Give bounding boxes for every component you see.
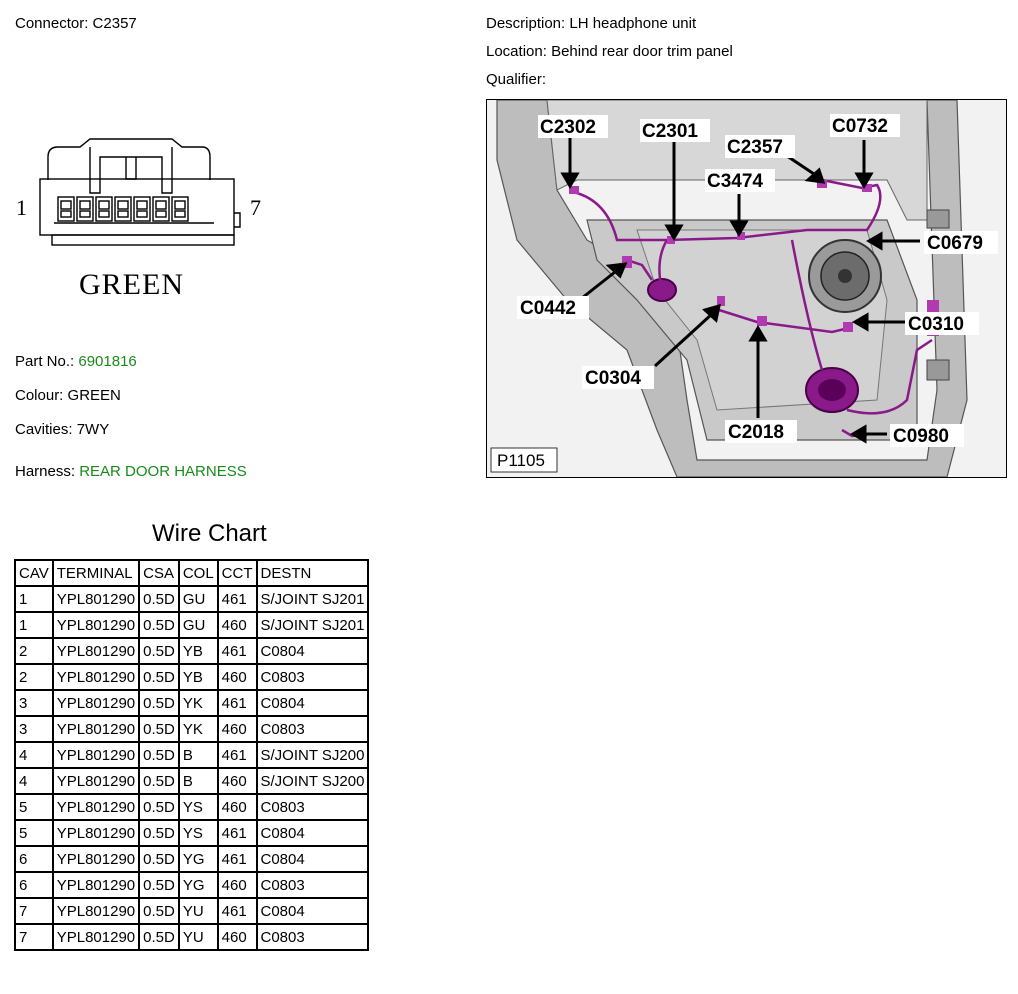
cell-destn: C0804 bbox=[257, 638, 369, 664]
image-ref-label: P1105 bbox=[497, 451, 545, 470]
cell-col: YS bbox=[179, 794, 218, 820]
col-terminal: TERMINAL bbox=[53, 560, 139, 586]
cell-destn: S/JOINT SJ201 bbox=[257, 586, 369, 612]
colour-line bbox=[15, 387, 121, 404]
cell-cav: 4 bbox=[15, 768, 53, 794]
table-row bbox=[15, 768, 368, 794]
description-value: LH headphone unit bbox=[569, 15, 697, 32]
cell-col: YS bbox=[179, 820, 218, 846]
table-row bbox=[15, 794, 368, 820]
cell-cct: 461 bbox=[218, 898, 257, 924]
cell-terminal: YPL801290 bbox=[53, 664, 139, 690]
table-row bbox=[15, 846, 368, 872]
cell-destn: C0803 bbox=[257, 924, 369, 950]
cell-csa: 0.5D bbox=[139, 872, 179, 898]
cell-cav: 1 bbox=[15, 612, 53, 638]
cell-terminal: YPL801290 bbox=[53, 612, 139, 638]
cell-terminal: YPL801290 bbox=[53, 586, 139, 612]
wire-chart-header-row bbox=[15, 560, 368, 586]
table-row bbox=[15, 690, 368, 716]
cell-cav: 5 bbox=[15, 820, 53, 846]
cell-csa: 0.5D bbox=[139, 716, 179, 742]
description-label: Description: bbox=[486, 15, 566, 32]
cell-col: YG bbox=[179, 846, 218, 872]
cell-destn: C0803 bbox=[257, 664, 369, 690]
cell-csa: 0.5D bbox=[139, 664, 179, 690]
colour-value: GREEN bbox=[67, 387, 121, 404]
col-csa: CSA bbox=[139, 560, 179, 586]
cell-destn: C0803 bbox=[257, 794, 369, 820]
cell-cct: 460 bbox=[218, 612, 257, 638]
col-destn: DESTN bbox=[257, 560, 369, 586]
cell-col: GU bbox=[179, 612, 218, 638]
callout-c2302: C2302 bbox=[540, 117, 596, 138]
cell-col: YK bbox=[179, 690, 218, 716]
cell-cct: 461 bbox=[218, 586, 257, 612]
callout-c0442: C0442 bbox=[520, 298, 576, 319]
cell-cct: 461 bbox=[218, 690, 257, 716]
cell-csa: 0.5D bbox=[139, 586, 179, 612]
cell-cct: 460 bbox=[218, 768, 257, 794]
location-value: Behind rear door trim panel bbox=[551, 43, 733, 60]
wire-chart-title: Wire Chart bbox=[152, 520, 267, 547]
cell-destn: C0804 bbox=[257, 898, 369, 924]
table-row bbox=[15, 820, 368, 846]
harness-label: Harness: bbox=[15, 463, 76, 480]
cell-terminal: YPL801290 bbox=[53, 872, 139, 898]
cell-cct: 460 bbox=[218, 872, 257, 898]
wire-chart-body bbox=[15, 586, 368, 950]
part-no-link[interactable]: 6901816 bbox=[78, 353, 137, 370]
cell-csa: 0.5D bbox=[139, 924, 179, 950]
door-illustration bbox=[487, 100, 1006, 477]
cell-terminal: YPL801290 bbox=[53, 924, 139, 950]
callout-c2018: C2018 bbox=[728, 422, 784, 443]
cell-cav: 3 bbox=[15, 716, 53, 742]
connector-colour-caption: GREEN bbox=[79, 268, 184, 301]
pin-last-label: 7 bbox=[250, 195, 261, 220]
cell-col: YK bbox=[179, 716, 218, 742]
cavity-row bbox=[54, 197, 214, 223]
cell-destn: C0804 bbox=[257, 846, 369, 872]
cell-cav: 7 bbox=[15, 898, 53, 924]
colour-label: Colour: bbox=[15, 387, 64, 404]
cell-terminal: YPL801290 bbox=[53, 716, 139, 742]
cell-col: B bbox=[179, 768, 218, 794]
cell-cav: 1 bbox=[15, 586, 53, 612]
harness-line bbox=[15, 463, 247, 480]
cell-cav: 5 bbox=[15, 794, 53, 820]
cell-col: YU bbox=[179, 898, 218, 924]
cell-terminal: YPL801290 bbox=[53, 690, 139, 716]
table-row bbox=[15, 586, 368, 612]
cell-csa: 0.5D bbox=[139, 742, 179, 768]
cell-cav: 6 bbox=[15, 872, 53, 898]
cell-cct: 461 bbox=[218, 742, 257, 768]
cavities-label: Cavities: bbox=[15, 421, 73, 438]
cell-cct: 460 bbox=[218, 794, 257, 820]
table-row bbox=[15, 638, 368, 664]
table-row bbox=[15, 898, 368, 924]
callout-c0310: C0310 bbox=[908, 314, 964, 335]
cell-csa: 0.5D bbox=[139, 612, 179, 638]
col-cct: CCT bbox=[218, 560, 257, 586]
cell-destn: S/JOINT SJ200 bbox=[257, 768, 369, 794]
table-row bbox=[15, 872, 368, 898]
cell-csa: 0.5D bbox=[139, 846, 179, 872]
cell-cct: 460 bbox=[218, 716, 257, 742]
cell-csa: 0.5D bbox=[139, 898, 179, 924]
cell-cav: 2 bbox=[15, 638, 53, 664]
cell-col: YU bbox=[179, 924, 218, 950]
cell-cav: 7 bbox=[15, 924, 53, 950]
cell-cav: 2 bbox=[15, 664, 53, 690]
connector-label: Connector: bbox=[15, 15, 89, 32]
cell-col: GU bbox=[179, 586, 218, 612]
callout-c2301: C2301 bbox=[642, 121, 698, 142]
cell-destn: C0804 bbox=[257, 690, 369, 716]
cell-col: YB bbox=[179, 638, 218, 664]
connector-value: C2357 bbox=[92, 15, 137, 32]
cell-cav: 4 bbox=[15, 742, 53, 768]
cell-col: YG bbox=[179, 872, 218, 898]
cell-csa: 0.5D bbox=[139, 690, 179, 716]
cell-terminal: YPL801290 bbox=[53, 794, 139, 820]
col-col: COL bbox=[179, 560, 218, 586]
callout-c0980: C0980 bbox=[893, 426, 949, 447]
cell-terminal: YPL801290 bbox=[53, 846, 139, 872]
cell-cct: 461 bbox=[218, 638, 257, 664]
table-row bbox=[15, 924, 368, 950]
cell-cct: 461 bbox=[218, 820, 257, 846]
cell-destn: C0803 bbox=[257, 716, 369, 742]
cell-csa: 0.5D bbox=[139, 820, 179, 846]
callout-c0732: C0732 bbox=[832, 116, 888, 137]
cell-destn: S/JOINT SJ200 bbox=[257, 742, 369, 768]
wire-chart-table bbox=[14, 559, 369, 951]
cell-terminal: YPL801290 bbox=[53, 898, 139, 924]
qualifier-label: Qualifier: bbox=[486, 71, 547, 88]
cell-terminal: YPL801290 bbox=[53, 742, 139, 768]
cell-col: B bbox=[179, 742, 218, 768]
cell-csa: 0.5D bbox=[139, 638, 179, 664]
callout-c0679: C0679 bbox=[927, 233, 983, 254]
cell-cct: 460 bbox=[218, 924, 257, 950]
callout-c0304: C0304 bbox=[585, 368, 641, 389]
cell-terminal: YPL801290 bbox=[53, 768, 139, 794]
location-line bbox=[486, 43, 733, 60]
table-row bbox=[15, 716, 368, 742]
cell-destn: C0803 bbox=[257, 872, 369, 898]
connector-face-diagram bbox=[14, 135, 274, 305]
harness-link[interactable]: REAR DOOR HARNESS bbox=[79, 463, 247, 480]
location-label: Location: bbox=[486, 43, 547, 60]
table-row bbox=[15, 664, 368, 690]
cell-terminal: YPL801290 bbox=[53, 820, 139, 846]
table-row bbox=[15, 742, 368, 768]
cavities-line bbox=[15, 421, 109, 438]
callout-c2357: C2357 bbox=[727, 137, 783, 158]
cell-cav: 3 bbox=[15, 690, 53, 716]
part-no-line bbox=[15, 353, 137, 370]
cell-csa: 0.5D bbox=[139, 794, 179, 820]
cavities-value: 7WY bbox=[76, 421, 110, 438]
location-image bbox=[486, 99, 1007, 478]
pin-first-label: 1 bbox=[16, 195, 27, 220]
cell-destn: S/JOINT SJ201 bbox=[257, 612, 369, 638]
cell-terminal: YPL801290 bbox=[53, 638, 139, 664]
description-line bbox=[486, 15, 696, 32]
col-cav: CAV bbox=[15, 560, 53, 586]
callout-c3474: C3474 bbox=[707, 171, 763, 192]
cell-cav: 6 bbox=[15, 846, 53, 872]
cell-csa: 0.5D bbox=[139, 768, 179, 794]
cell-cct: 460 bbox=[218, 664, 257, 690]
part-no-label: Part No.: bbox=[15, 353, 75, 370]
table-row bbox=[15, 612, 368, 638]
cell-cct: 461 bbox=[218, 846, 257, 872]
connector-face-svg bbox=[14, 135, 274, 305]
connector-line bbox=[15, 15, 137, 32]
cell-destn: C0804 bbox=[257, 820, 369, 846]
cell-col: YB bbox=[179, 664, 218, 690]
